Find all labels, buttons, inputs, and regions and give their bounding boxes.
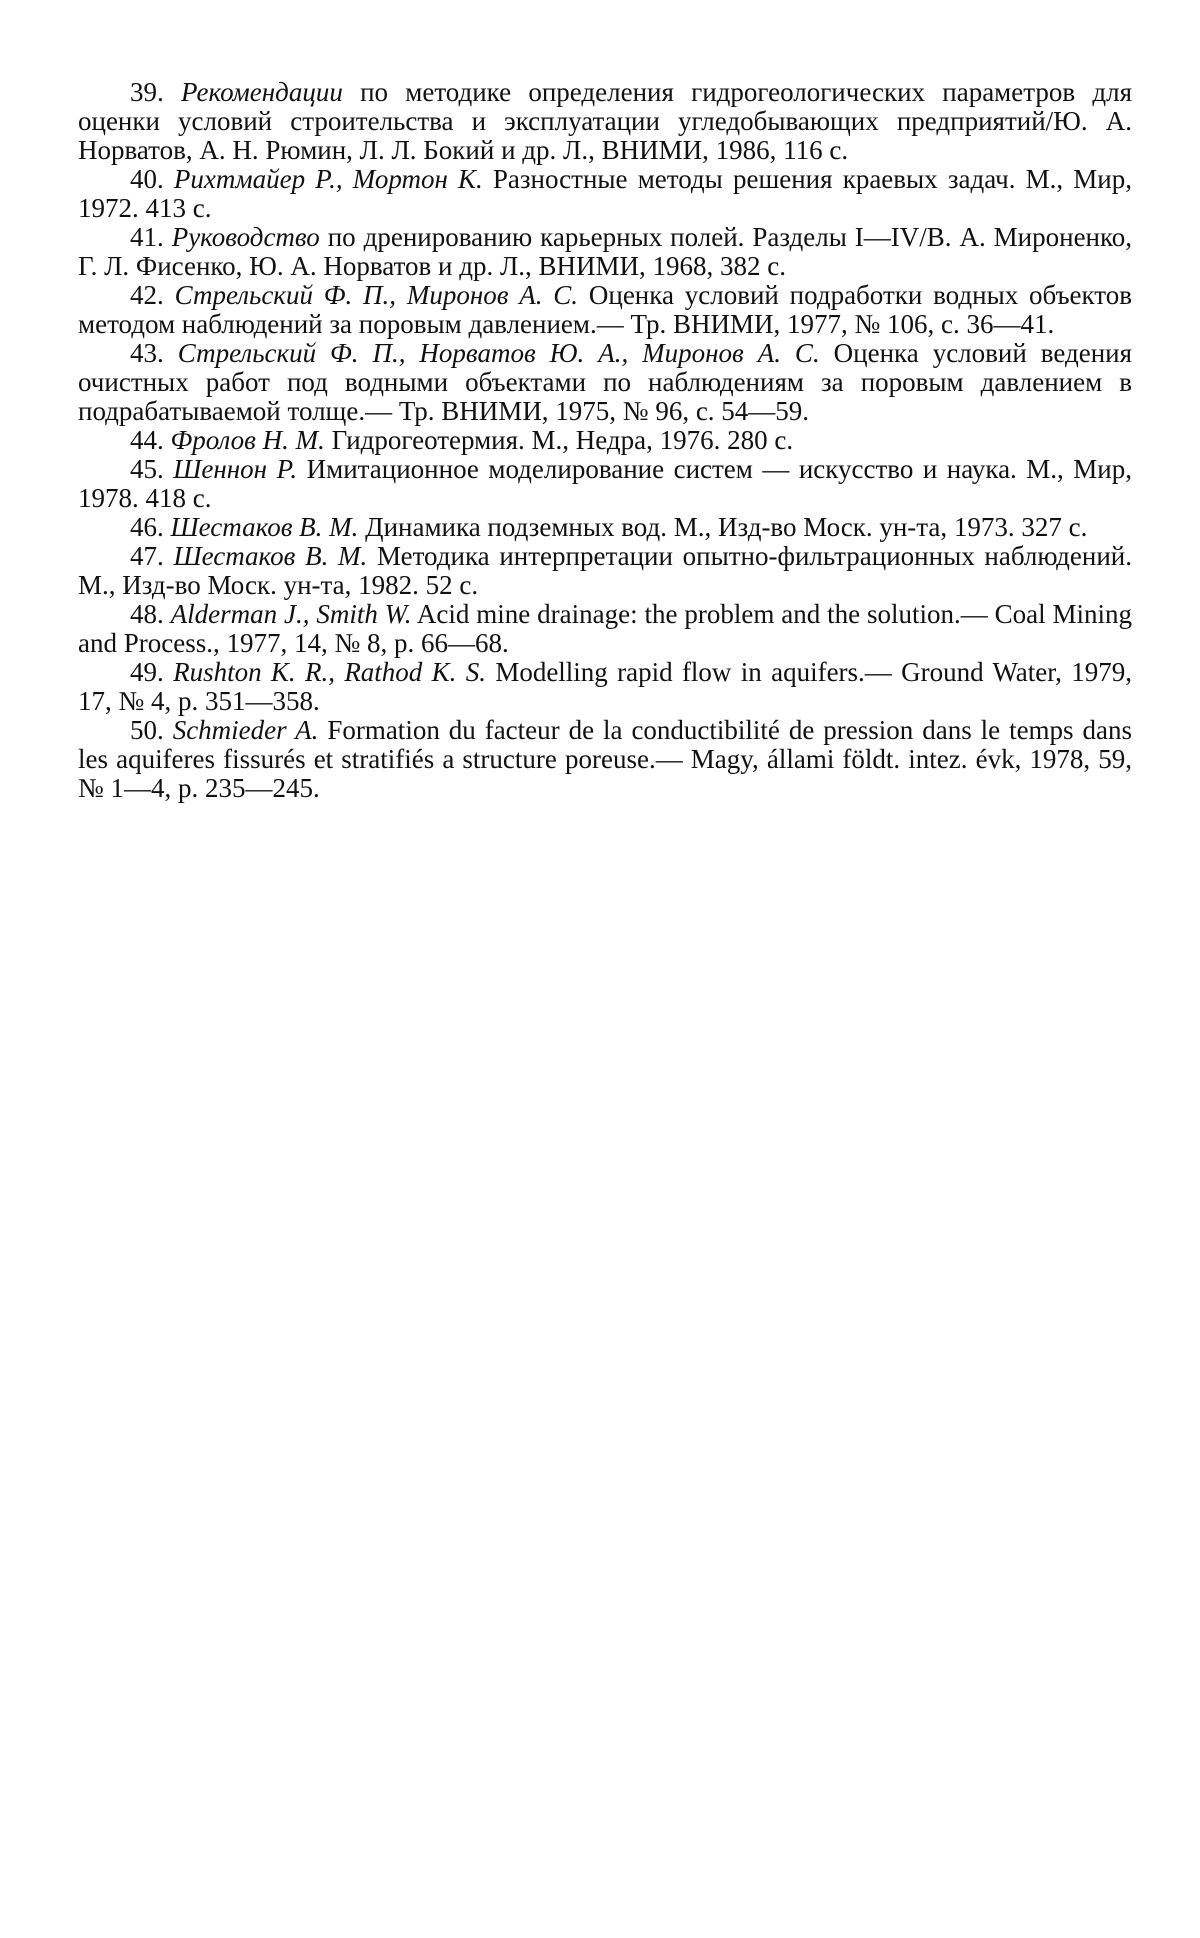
- reference-details: Гидрогеотермия. М., Недра, 1976. 280 с.: [324, 425, 794, 455]
- reference-item-42: [78, 281, 1132, 339]
- reference-number: 39.: [130, 77, 164, 107]
- reference-item-41: [78, 223, 1132, 281]
- reference-item-46: [78, 513, 1132, 542]
- reference-number: 40.: [130, 164, 164, 194]
- reference-number: 49.: [130, 657, 164, 687]
- reference-item-43: [78, 339, 1132, 426]
- reference-number: 50.: [130, 715, 164, 745]
- reference-details: Оценка условий ведения очистных работ под водными объектами по наблюдениям за поровым давлением в подрабатываемой толще.— Тр. ВНИМИ, 1975, № 96, с. 54—59.: [78, 338, 1133, 426]
- reference-authors: Шестаков В. М.: [170, 512, 359, 542]
- reference-authors: Рекомендации: [180, 77, 343, 107]
- reference-item-44: [78, 426, 1132, 455]
- reference-item-39: [78, 78, 1132, 165]
- reference-details: Динамика подземных вод. М., Изд-во Моск. ун-та, 1973. 327 с.: [358, 512, 1088, 542]
- reference-details: по методике определения гидрогеологических параметров для оценки условий строительства и эксплуатации угледобывающих предприятий/Ю. А. Норватов, А. Н. Рюмин, Л. Л. Бокий и др. Л., ВНИМИ, 1986, 116 с.: [78, 77, 1132, 165]
- reference-authors: Рихтмайер Р., Мортон К.: [173, 164, 483, 194]
- reference-list: [78, 78, 1132, 803]
- reference-item-40: [78, 165, 1132, 223]
- reference-number: 45.: [130, 454, 164, 484]
- reference-item-48: [78, 600, 1132, 658]
- reference-details: Имитационное моделирование систем — искусство и наука. М., Мир, 1978. 418 с.: [78, 454, 1133, 513]
- reference-authors: Шеннон Р.: [173, 454, 298, 484]
- reference-details: Modelling rapid flow in aquifers.— Ground Water, 1979, 17, № 4, p. 351—358.: [78, 657, 1132, 716]
- reference-authors: Стрельский Ф. П., Норватов Ю. А., Миронов А. С.: [177, 338, 820, 368]
- reference-details: по дренированию карьерных полей. Разделы I—IV/В. А. Мироненко, Г. Л. Фисенко, Ю. А. Норватов и др. Л., ВНИМИ, 1968, 382 с.: [78, 222, 1133, 281]
- reference-item-47: [78, 542, 1132, 600]
- reference-details: Acid mine drainage: the problem and the solution.— Coal Mining and Process., 1977, 14, № 8, p. 66—68.: [78, 599, 1132, 658]
- reference-number: 44.: [130, 425, 164, 455]
- reference-authors: Стрельский Ф. П., Миронов А. С.: [174, 280, 579, 310]
- reference-details: Методика интерпретации опытно-фильтрационных наблюдений. М., Изд-во Моск. ун-та, 1982. 52 с.: [78, 541, 1132, 600]
- reference-number: 43.: [130, 338, 164, 368]
- reference-authors: Rushton K. R., Rathod K. S.: [173, 657, 486, 687]
- reference-number: 48.: [130, 599, 164, 629]
- reference-authors: Schmieder A.: [172, 715, 319, 745]
- reference-item-49: [78, 658, 1132, 716]
- reference-item-45: [78, 455, 1132, 513]
- reference-authors: Alderman J., Smith W.: [170, 599, 412, 629]
- reference-item-50: [78, 716, 1132, 803]
- reference-authors: Шестаков В. М.: [173, 541, 368, 571]
- reference-number: 42.: [130, 280, 164, 310]
- reference-number: 47.: [130, 541, 164, 571]
- reference-details: Разностные методы решения краевых задач. М., Мир, 1972. 413 с.: [78, 164, 1133, 223]
- reference-authors: Руководство: [171, 222, 320, 252]
- reference-details: Formation du facteur de la conductibilité de pression dans le temps dans les aquiferes fissurés et stratifiés a structure poreuse.— Magy, állami földt. intez. évk, 1978, 59, № 1—4, p. 235—245.: [78, 715, 1133, 803]
- reference-number: 46.: [130, 512, 164, 542]
- reference-number: 41.: [130, 222, 164, 252]
- reference-details: Оценка условий подработки водных объектов методом наблюдений за поровым давлением.— Тр. ВНИМИ, 1977, № 106, с. 36—41.: [78, 280, 1132, 339]
- reference-authors: Фролов Н. М.: [170, 425, 325, 455]
